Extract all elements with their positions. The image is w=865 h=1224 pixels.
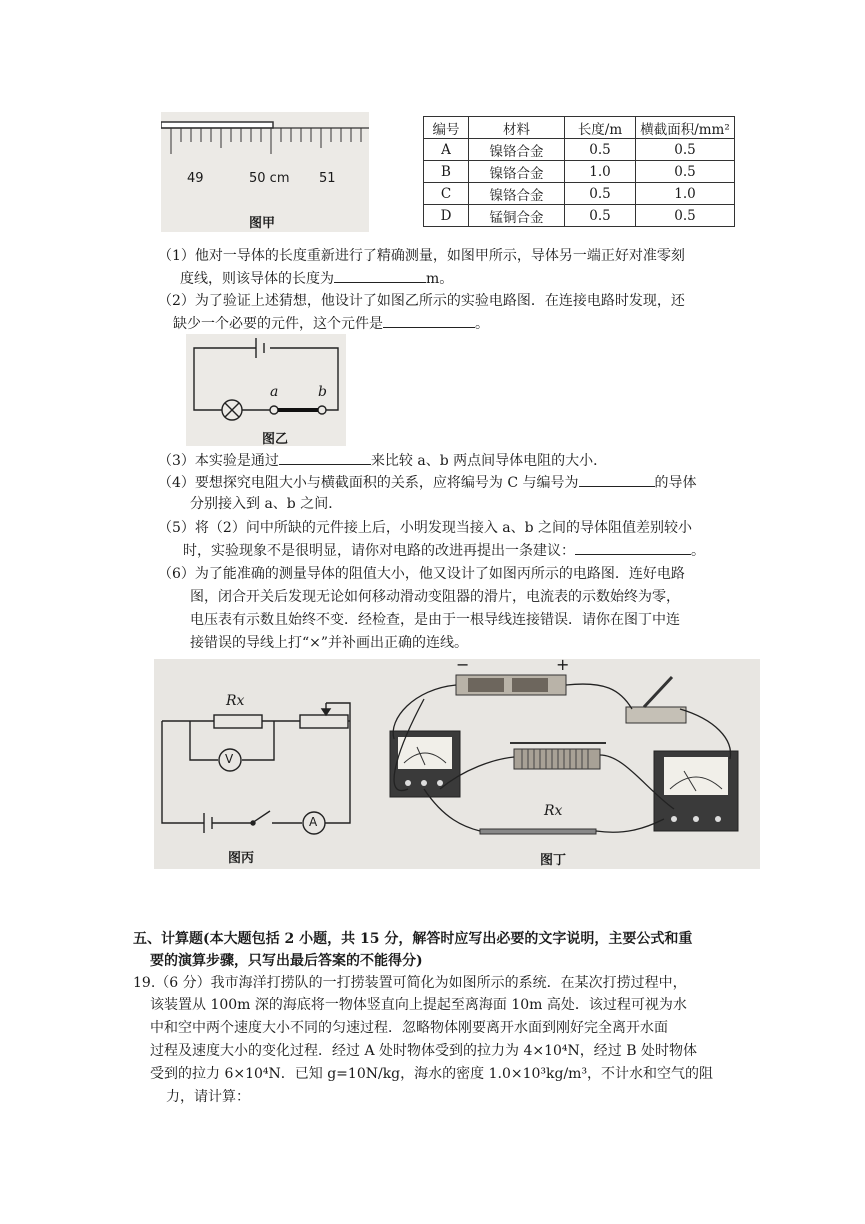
header-cell: 材料 [469, 117, 565, 139]
q19-line2: 该装置从 100m 深的海底将一物体竖直向上提起至离海面 10m 高处．该过程可视为水 [150, 997, 687, 1013]
table-row [424, 205, 735, 227]
table-cell: 0.5 [636, 205, 735, 227]
header-cell: 编号 [424, 117, 469, 139]
ruler-tick-50: 50 cm [249, 171, 290, 186]
table-cell: 镍铬合金 [469, 183, 565, 205]
table-cell: 0.5 [565, 183, 636, 205]
table-row [424, 161, 735, 183]
q3-answer-blank[interactable] [279, 450, 371, 465]
table-cell: 锰铜合金 [469, 205, 565, 227]
figure-jia-caption: 图甲 [249, 216, 276, 231]
table-cell: 0.5 [565, 205, 636, 227]
q1-answer-blank[interactable] [334, 268, 426, 283]
q5-text: 时，实验现象不是很明显，请你对电路的改进再提出一条建议： [183, 543, 575, 559]
q2-answer-blank[interactable] [383, 313, 475, 328]
table-cell: A [424, 139, 469, 161]
q2-end: 。 [475, 316, 489, 332]
q19-line3: 中和空中两个速度大小不同的匀速过程．忽略物体刚要离开水面到刚好完全离开水面 [150, 1020, 668, 1036]
q5-line1: （5）将（2）问中所缺的元件接上后，小明发现当接入 a、b 之间的导体阻值差别较小 [158, 520, 693, 536]
battery-plus-label: + [556, 655, 570, 674]
figure-ding-caption: 图丁 [540, 853, 567, 868]
q3-line [158, 450, 607, 471]
circuit-bing-drawing [154, 659, 384, 869]
q19-line1: 19.（6 分）我市海洋打捞队的一打捞装置可简化为如图所示的系统．在某次打捞过程中， [133, 975, 687, 991]
q19-line6: 力，请计算： [166, 1089, 250, 1105]
q2-line1: （2）为了验证上述猜想，他设计了如图乙所示的实验电路图．在连接电路时发现，还 [158, 293, 685, 309]
q1-text: 度线，则该导体的长度为 [180, 271, 334, 287]
header-cell: 横截面积/mm² [636, 117, 735, 139]
table-cell: 镍铬合金 [469, 161, 565, 183]
q6-line4: 接错误的导线上打“×”并补画出正确的连线。 [190, 635, 469, 651]
table-cell: C [424, 183, 469, 205]
table-cell: 镍铬合金 [469, 139, 565, 161]
q4-answer-blank[interactable] [579, 472, 655, 487]
ruler-tick-49: 49 [187, 171, 204, 186]
q5-end: 。 [691, 543, 705, 559]
table-cell: 0.5 [565, 139, 636, 161]
q1-unit: m。 [426, 271, 454, 287]
q1-line1: （1）他对一导体的长度重新进行了精确测量，如图甲所示，导体另一端正好对准零刻 [158, 248, 685, 264]
table-header-row [424, 117, 735, 139]
q6-line3: 电压表有示数且始终不变．经检查，是由于一根导线连接错误．请你在图丁中连 [190, 612, 680, 628]
table-cell: 0.5 [636, 139, 735, 161]
voltmeter-label: V [225, 752, 234, 766]
q19-line5: 受到的拉力 6×10⁴N．已知 g=10N/kg，海水的密度 1.0×10³kg/m³，不计水和空气的阻 [150, 1066, 714, 1082]
q4-text: （4）要想探究电阻大小与横截面积的关系，应将编号为 C 与编号为 [158, 475, 579, 491]
table-row [424, 139, 735, 161]
apparatus-ding-drawing [384, 659, 760, 869]
ammeter-label: A [309, 815, 318, 829]
point-a-label: a [270, 384, 279, 400]
q2-line2 [173, 313, 489, 334]
materials-table [423, 116, 735, 227]
section5-title-line2: 要的演算步骤，只写出最后答案的不能得分) [150, 953, 423, 969]
figure-yi-caption: 图乙 [262, 432, 289, 447]
table-cell: D [424, 205, 469, 227]
figure-yi-circuit [186, 334, 346, 446]
point-b-label: b [318, 384, 327, 400]
figure-jia-ruler [161, 112, 369, 232]
figure-bing-caption: 图丙 [228, 851, 255, 866]
q4-line2: 分别接入到 a、b 之间． [190, 496, 343, 512]
q4-line1 [158, 472, 697, 493]
table-cell: 0.5 [636, 161, 735, 183]
section5-title-line1: 五、计算题(本大题包括 2 小题，共 15 分，解答时应写出必要的文字说明，主要公式和重 [133, 931, 693, 947]
header-cell: 长度/m [565, 117, 636, 139]
q5-answer-blank[interactable] [575, 540, 691, 555]
q5-line2 [183, 540, 705, 561]
q3-text-2: 来比较 a、b 两点间导体电阻的大小． [370, 453, 608, 469]
table-row [424, 183, 735, 205]
figure-bing-ding-photo [154, 655, 760, 869]
q3-text: （3）本实验是通过 [158, 453, 279, 469]
table-cell: B [424, 161, 469, 183]
table-cell: 1.0 [565, 161, 636, 183]
table-cell: 1.0 [636, 183, 735, 205]
q6-line1: （6）为了能准确的测量导体的阻值大小，他又设计了如图丙所示的电路图．连好电路 [158, 566, 685, 582]
q2-text: 缺少一个必要的元件，这个元件是 [173, 316, 383, 332]
q19-line4: 过程及速度大小的变化过程．经过 A 处时物体受到的拉力为 4×10⁴N，经过 B 处时物体 [150, 1043, 697, 1059]
battery-minus-label: − [456, 655, 470, 674]
q6-line2: 图，闭合开关后发现无论如何移动滑动变阻器的滑片，电流表的示数始终为零， [190, 589, 680, 605]
ruler-tick-51: 51 [319, 171, 336, 186]
rx-label-ding: Rx [544, 803, 563, 819]
rx-label-bing: Rx [226, 693, 245, 709]
q4-text-2: 的导体 [654, 475, 697, 491]
q1-line2 [180, 268, 453, 289]
